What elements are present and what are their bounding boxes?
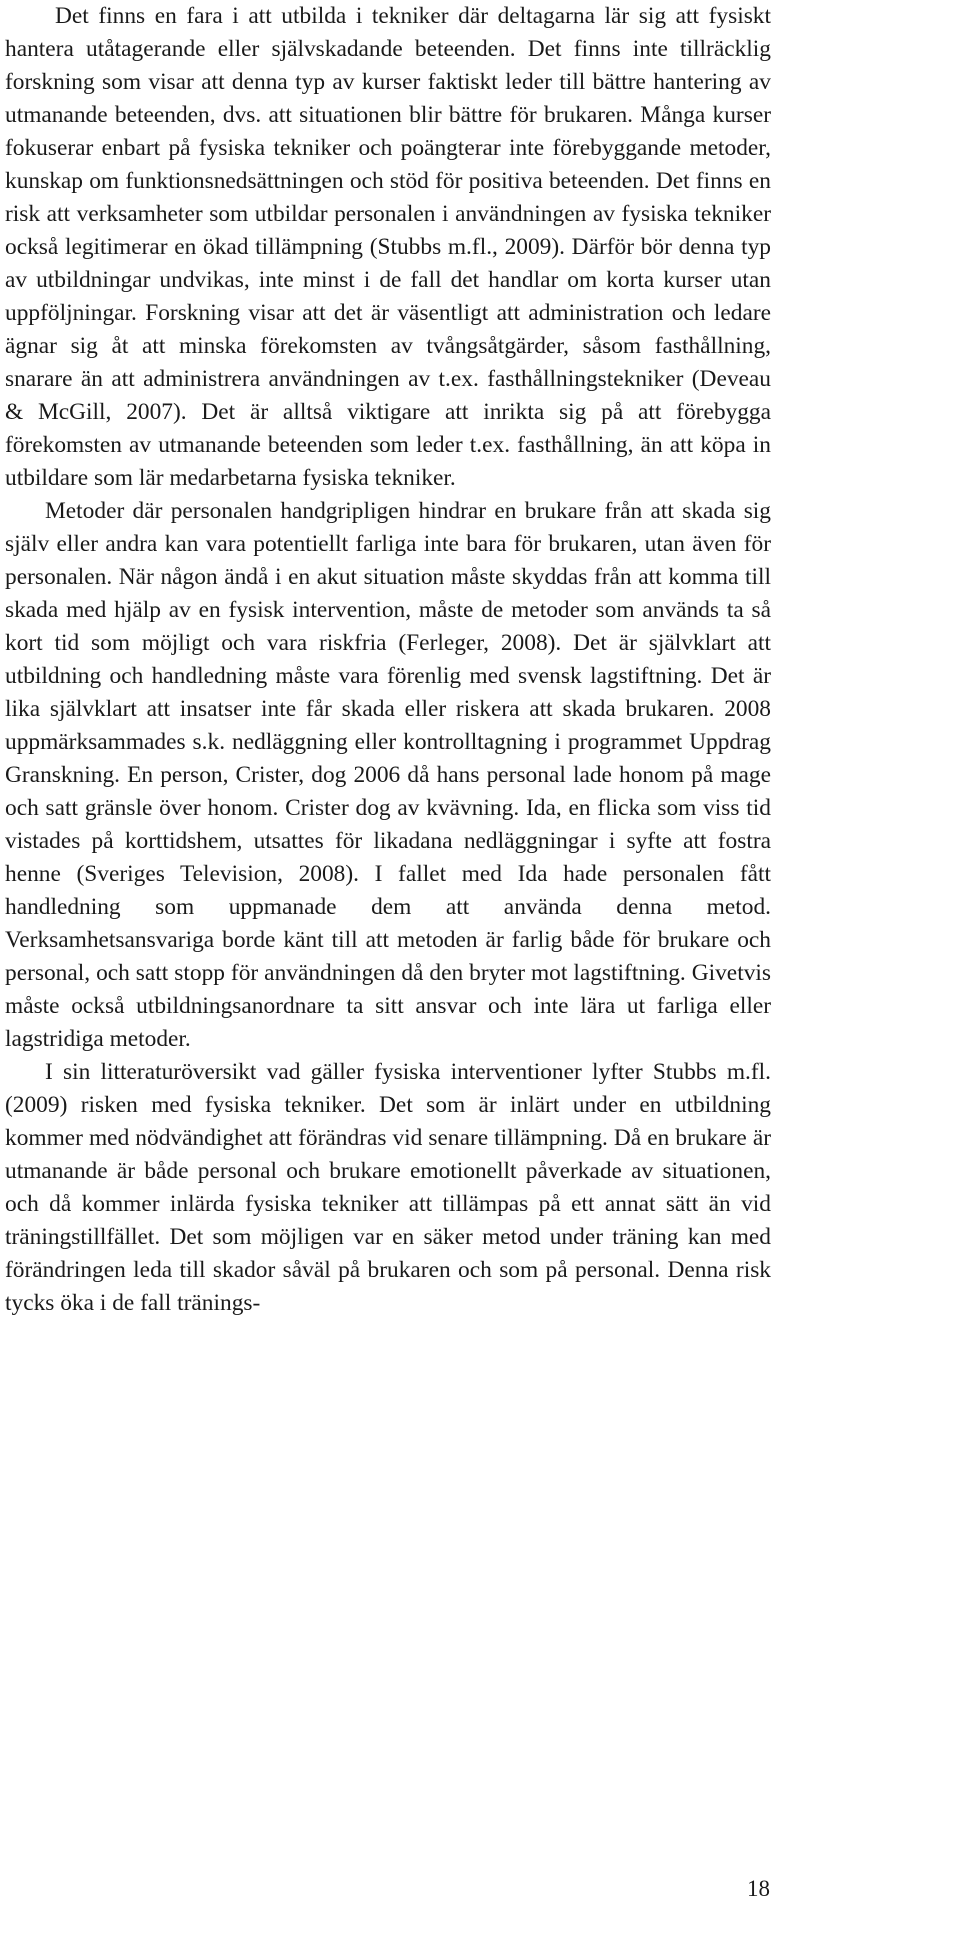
page-number: 18 xyxy=(747,1876,770,1901)
paragraph-2: Metoder där personalen handgripligen hindrar en brukare från att skada sig själv eller andra kan vara potentiellt farliga inte bara för brukaren, utan även för personalen. När någon ändå i en akut situation måste skyddas från att komma till skada med hjälp av en fysisk intervention, måste de metoder som används ta så kort tid som möjligt och vara riskfria (Ferleger, 2008). Det är självklart att utbildning och handledning måste vara förenlig med svensk lagstiftning. Det är lika självklart att insatser inte får skada eller riskera att skada brukaren. 2008 uppmärksammades s.k. nedläggning eller kontrolltagning i programmet Uppdrag Granskning. En person, Crister, dog 2006 då hans personal lade honom på mage och satt gränsle över honom. Crister dog av kvävning. Ida, en flicka som viss tid vistades på korttidshem, utsattes för likadana nedläggningar i syfte att fostra henne (Sveriges Television, 2008). I fallet med Ida hade personalen fått handledning som uppmanade dem att använda denna metod. Verksamhetsansvariga borde känt till att metoden är farlig både för brukare och personal, och satt stopp för användningen då den bryter mot lagstiftning. Givetvis måste också utbildningsanordnare ta sitt ansvar och inte lära ut farliga eller lagstridiga metoder. xyxy=(5,498,771,1052)
paragraph-3: I sin litteraturöversikt vad gäller fysiska interventioner lyfter Stubbs m.fl. (2009) risken med fysiska tekniker. Det som är inlärt under en utbildning kommer med nödvändighet att förändras vid senare tillämpning. Då en brukare är utmanande är både personal och brukare emotionellt påverkade av situationen, och då kommer inlärda fysiska tekniker att tillämpas på ett annat sätt än vid träningstillfället. Det som möjligen var en säker metod under träning kan med förändringen leda till skador såväl på brukaren och som på personal. Denna risk tycks öka i de fall tränings- xyxy=(5,1059,771,1316)
paragraph-1: Det finns en fara i att utbilda i tekniker där deltagarna lär sig att fysiskt hantera utåtagerande eller självskadande beteenden. Det finns inte tillräcklig forskning som visar att denna typ av kurser faktiskt leder till bättre hantering av utmanande beteenden, dvs. att situationen blir bättre för brukaren. Många kurser fokuserar enbart på fysiska tekniker och poängterar inte förebyggande metoder, kunskap om funktionsnedsättningen och stöd för positiva beteenden. Det finns en risk att verksamheter som utbildar personalen i användningen av fysiska tekniker också legitimerar en ökad tillämpning (Stubbs m.fl., 2009). Därför bör denna typ av utbildningar undvikas, inte minst i de fall det handlar om korta kurser utan uppföljningar. Forskning visar att det är väsentligt att administration och ledare ägnar sig åt att minska förekomsten av tvångsåtgärder, såsom fasthållning, snarare än att administrera användningen av t.ex. fasthållningstekniker (Deveau & McGill, 2007). Det är alltså viktigare att inrikta sig på att förebygga förekomsten av utmanande beteenden som leder t.ex. fasthållning, än att köpa in utbildare som lär medarbetarna fysiska tekniker. xyxy=(5,3,771,491)
document-page xyxy=(5,0,771,1320)
